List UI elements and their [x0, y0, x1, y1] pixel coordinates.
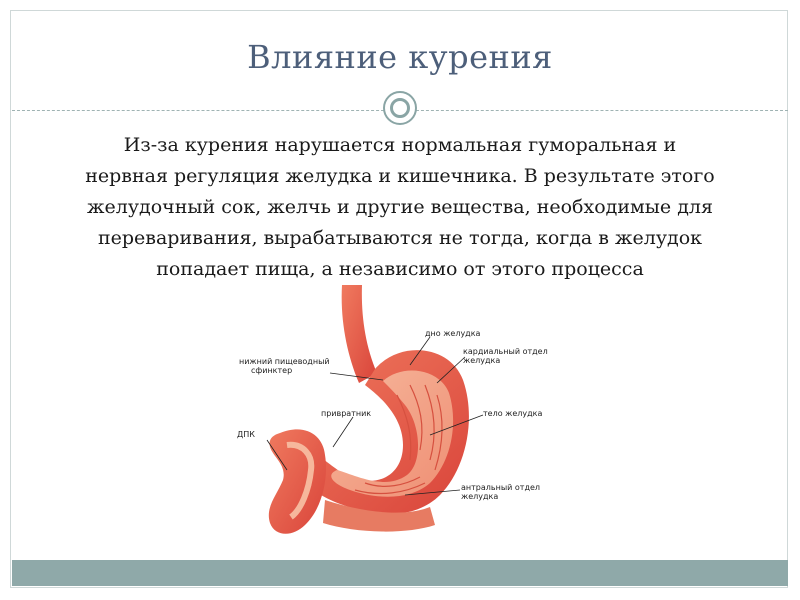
divider-ornament-icon — [383, 91, 417, 125]
label-antrum-line1: антральный отдел — [461, 483, 541, 492]
label-antrum-line2: желудка — [461, 492, 499, 501]
label-stomach-body: тело желудка — [483, 409, 543, 418]
label-duodenum: ДПК — [237, 430, 255, 439]
label-cardia-line2: желудка — [463, 356, 501, 365]
body-line: желудочный сок, желчь и другие вещества, необходимые для — [87, 196, 713, 218]
footer-bar — [12, 560, 788, 586]
body-line: попадает пища, а независимо от этого процесса — [156, 258, 644, 280]
slide-title: Влияние курения — [247, 38, 553, 76]
label-sphincter-line2: сфинктер — [251, 366, 293, 375]
label-fundus: дно желудка — [425, 329, 481, 338]
label-sphincter — [239, 357, 330, 375]
body-line: переваривания, вырабатываются не тогда, когда в желудок — [97, 227, 703, 249]
label-sphincter-line1: нижний пищеводный — [239, 357, 330, 366]
label-pylorus: привратник — [321, 409, 372, 418]
body-line: нервная регуляция желудка и кишечника. В результате этого — [85, 165, 715, 187]
body-line: Из-за курения нарушается нормальная гуморальная и — [123, 134, 677, 156]
label-antrum — [461, 483, 540, 501]
esophagus — [342, 285, 377, 383]
label-cardia — [463, 347, 548, 365]
label-cardia-line1: кардиальный отдел — [463, 347, 548, 356]
stomach-illustration — [225, 285, 585, 550]
slide-body — [40, 130, 760, 285]
